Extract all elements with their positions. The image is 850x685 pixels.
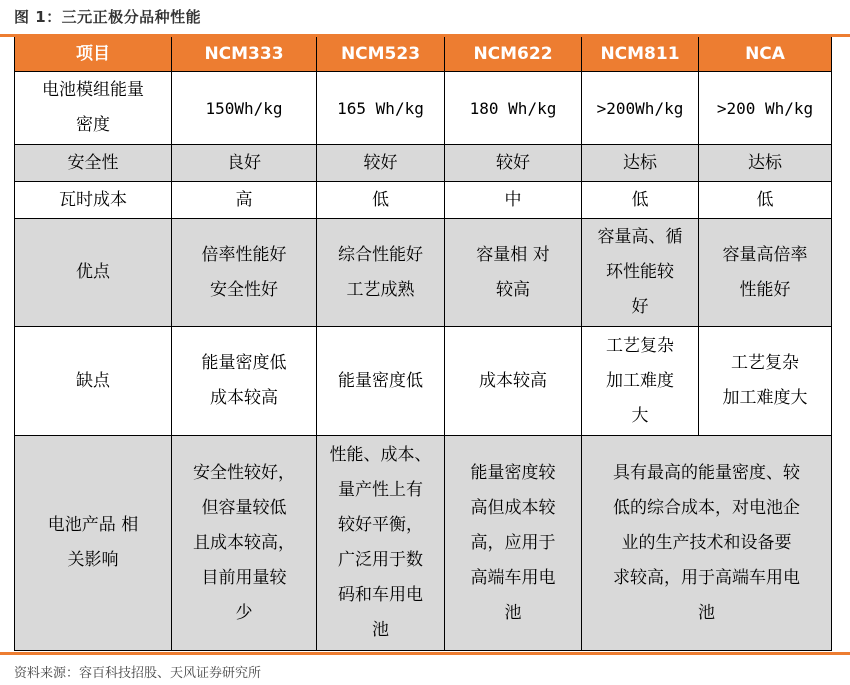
row-label: 缺点 bbox=[15, 327, 172, 436]
cell-line: 高但成本较 bbox=[470, 497, 556, 518]
cell-line: 容量高、循 bbox=[597, 227, 683, 247]
table-cell: 较好 bbox=[445, 145, 582, 182]
table-cell bbox=[172, 219, 317, 327]
label-line: 电池模组能量 bbox=[42, 80, 144, 100]
table-cell: 中 bbox=[445, 182, 582, 219]
cell-line: 池 bbox=[698, 602, 715, 623]
table-cell: >200Wh/kg bbox=[582, 72, 699, 145]
table-cell: 165 Wh/kg bbox=[317, 72, 445, 145]
row-label bbox=[15, 72, 172, 145]
table-cell bbox=[172, 436, 317, 651]
table-cell: 良好 bbox=[172, 145, 317, 182]
cell-line: 加工难度大 bbox=[722, 388, 808, 408]
cell-line: 性能、成本、 bbox=[329, 445, 432, 465]
cell-line: 安全性较好， bbox=[193, 462, 295, 483]
header-ncm811: NCM811 bbox=[582, 37, 699, 72]
table-cell bbox=[699, 327, 832, 436]
table-cell bbox=[445, 436, 582, 651]
cell-line: 大 bbox=[631, 405, 649, 426]
table-row-advantages bbox=[15, 219, 832, 327]
cell-line: 加工难度 bbox=[606, 370, 674, 391]
cell-line: 高，应用于 bbox=[470, 532, 556, 553]
cell-line: 较高 bbox=[496, 279, 530, 300]
label-line: 电池产品 相 bbox=[47, 515, 139, 535]
cell-line: 环性能较 bbox=[606, 262, 674, 282]
cell-line: 工艺成熟 bbox=[346, 279, 415, 300]
cell-line: 广泛用于数 bbox=[338, 550, 423, 570]
cell-line: 好 bbox=[631, 297, 649, 317]
table-cell: 180 Wh/kg bbox=[445, 72, 582, 145]
cell-line: 工艺复杂 bbox=[606, 335, 674, 356]
table-cell bbox=[699, 219, 832, 327]
table-cell bbox=[445, 219, 582, 327]
row-label bbox=[15, 436, 172, 651]
table-cell bbox=[582, 327, 699, 436]
row-label: 瓦时成本 bbox=[15, 182, 172, 219]
cell-line: 成本较高 bbox=[210, 388, 278, 408]
cell-line: 成本较高 bbox=[479, 370, 547, 391]
header-ncm622: NCM622 bbox=[445, 37, 582, 72]
table-cell: 低 bbox=[582, 182, 699, 219]
header-row bbox=[15, 37, 832, 72]
cell-line: 量产性上有 bbox=[338, 480, 423, 500]
row-label: 安全性 bbox=[15, 145, 172, 182]
table-cell: 较好 bbox=[317, 145, 445, 182]
source-note: 资料来源：容百科技招股、天风证券研究所 bbox=[14, 666, 262, 681]
table-cell: 达标 bbox=[582, 145, 699, 182]
cell-line: 但容量较低 bbox=[201, 497, 287, 518]
table-cell bbox=[317, 436, 445, 651]
table-cell: 低 bbox=[317, 182, 445, 219]
header-ncm333: NCM333 bbox=[172, 37, 317, 72]
cell-line: 性能好 bbox=[739, 279, 791, 300]
table-cell bbox=[317, 219, 445, 327]
table-cell: 达标 bbox=[699, 145, 832, 182]
cell-line: 能量密度低 bbox=[338, 370, 423, 391]
cell-line: 高端车用电 bbox=[470, 567, 556, 588]
header-ncm523: NCM523 bbox=[317, 37, 445, 72]
cell-line: 池 bbox=[504, 602, 522, 623]
cell-line: 综合性能好 bbox=[338, 244, 423, 265]
figure-title: 图 1：三元正极分品种性能 bbox=[14, 8, 202, 26]
cell-line: 倍率性能好 bbox=[201, 244, 287, 265]
table-cell bbox=[582, 219, 699, 327]
cell-line: 池 bbox=[372, 620, 389, 640]
cell-line: 低的综合成本，对电池企 bbox=[613, 497, 800, 518]
bottom-rule bbox=[0, 652, 850, 655]
table-cell bbox=[317, 327, 445, 436]
table-cell: 150Wh/kg bbox=[172, 72, 317, 145]
cell-line: 较好平衡， bbox=[338, 515, 423, 535]
cell-line: 安全性好 bbox=[210, 279, 278, 300]
table-row-impact bbox=[15, 436, 832, 651]
cell-line: 求较高，用于高端车用电 bbox=[613, 567, 800, 588]
cell-line: 能量密度较 bbox=[470, 462, 556, 483]
cell-line: 容量相 对 bbox=[476, 244, 550, 265]
table-row-disadvantages bbox=[15, 327, 832, 436]
cathode-comparison-table bbox=[14, 37, 832, 651]
header-item: 项目 bbox=[15, 37, 172, 72]
label-line: 关影响 bbox=[67, 550, 119, 570]
table-cell: >200 Wh/kg bbox=[699, 72, 832, 145]
table-cell: 高 bbox=[172, 182, 317, 219]
table-cell-merged bbox=[582, 436, 832, 651]
cell-line: 少 bbox=[235, 602, 253, 623]
cell-line: 且成本较高， bbox=[193, 532, 295, 553]
table-row-energy-density bbox=[15, 72, 832, 145]
cell-line: 能量密度低 bbox=[201, 353, 287, 373]
cell-line: 容量高倍率 bbox=[722, 244, 808, 265]
cell-line: 业的生产技术和设备要 bbox=[621, 532, 792, 553]
cell-line: 码和车用电 bbox=[338, 585, 423, 605]
cell-line: 目前用量较 bbox=[201, 567, 287, 588]
table-row-safety bbox=[15, 145, 832, 182]
cell-line: 工艺复杂 bbox=[731, 353, 799, 373]
table-cell bbox=[445, 327, 582, 436]
table-cell bbox=[172, 327, 317, 436]
cell-line: 具有最高的能量密度、较 bbox=[613, 462, 800, 483]
table-cell: 低 bbox=[699, 182, 832, 219]
table-row-cost bbox=[15, 182, 832, 219]
label-line: 密度 bbox=[76, 115, 110, 135]
header-nca: NCA bbox=[699, 37, 832, 72]
row-label: 优点 bbox=[15, 219, 172, 327]
